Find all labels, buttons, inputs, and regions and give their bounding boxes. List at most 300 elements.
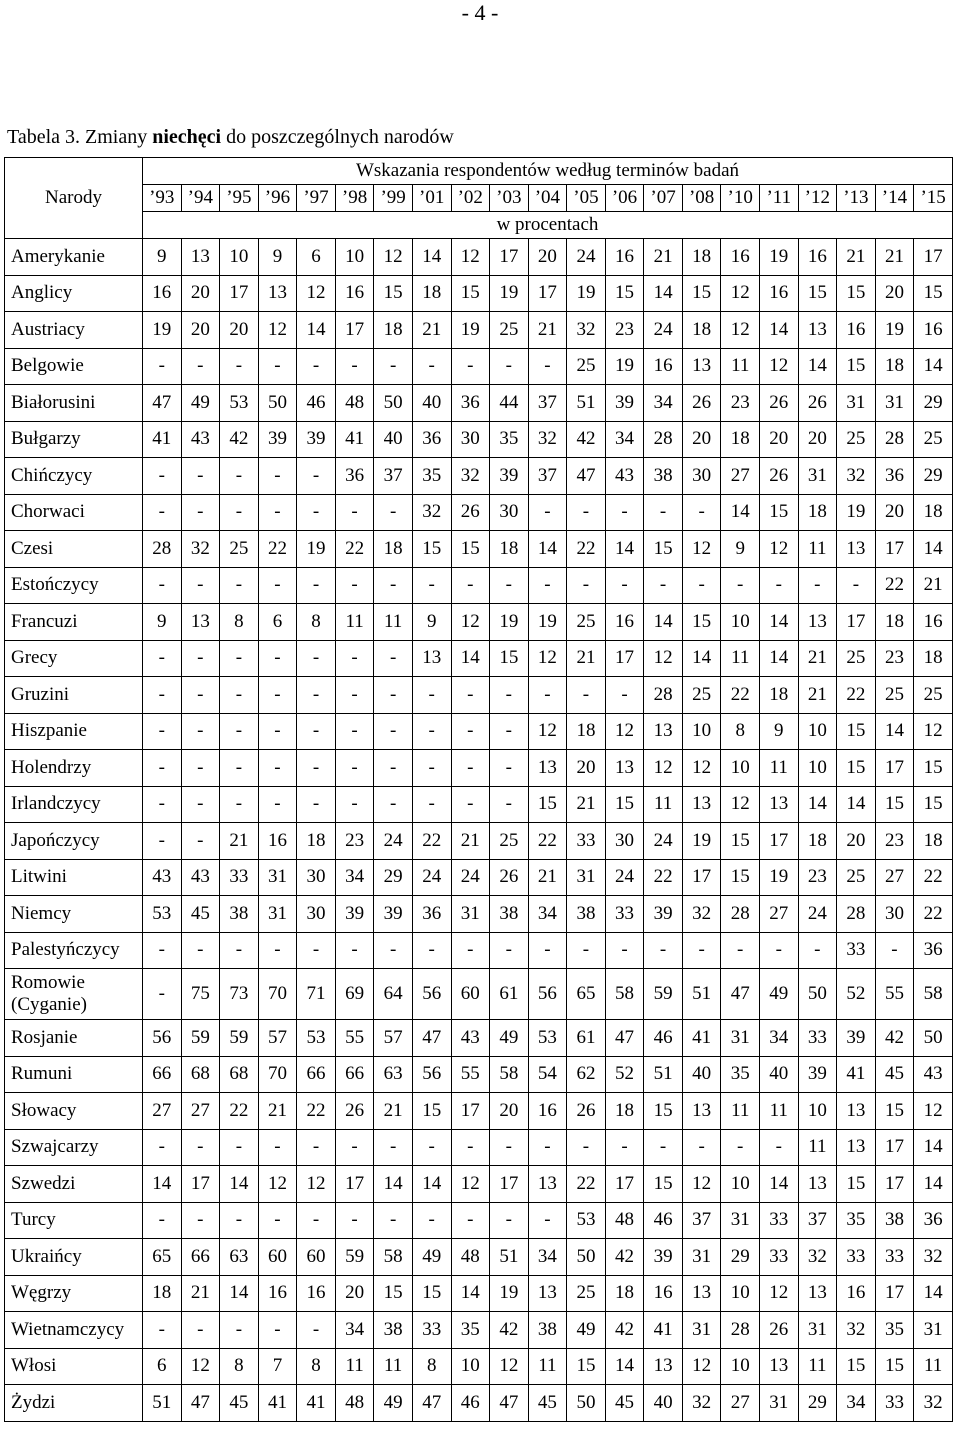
value-cell: 9 (760, 713, 799, 750)
value-cell: 62 (567, 1056, 606, 1093)
value-cell: - (297, 1312, 336, 1349)
value-cell: 48 (605, 1202, 644, 1239)
value-cell: 15 (837, 713, 876, 750)
value-cell: 16 (914, 312, 953, 349)
value-cell: - (528, 567, 567, 604)
value-cell: 31 (451, 896, 490, 933)
value-cell: 14 (682, 640, 721, 677)
nation-name: Bułgarzy (5, 421, 143, 458)
value-cell: 34 (528, 1239, 567, 1276)
table-row (5, 786, 953, 823)
value-cell: 16 (528, 1093, 567, 1130)
value-cell: 34 (837, 1385, 876, 1422)
nation-name: Białorusini (5, 385, 143, 422)
value-cell: 14 (837, 786, 876, 823)
value-cell: 57 (374, 1020, 413, 1057)
table-row (5, 567, 953, 604)
year-header: ’15 (914, 185, 953, 212)
years-row (5, 185, 953, 212)
value-cell: 10 (721, 1275, 760, 1312)
value-cell: 12 (297, 1166, 336, 1203)
value-cell: - (143, 677, 182, 714)
value-cell: 47 (143, 385, 182, 422)
year-header: ’99 (374, 185, 413, 212)
value-cell: 11 (528, 1348, 567, 1385)
nation-name: Grecy (5, 640, 143, 677)
value-cell: - (528, 348, 567, 385)
value-cell: 58 (914, 969, 953, 1020)
value-cell: 11 (721, 1093, 760, 1130)
value-cell: - (220, 677, 259, 714)
value-cell: 21 (798, 677, 837, 714)
table-row (5, 1275, 953, 1312)
value-cell: - (682, 932, 721, 969)
value-cell: - (297, 494, 336, 531)
value-cell: - (490, 750, 529, 787)
value-cell: 39 (605, 385, 644, 422)
value-cell: 39 (644, 1239, 683, 1276)
value-cell: 19 (490, 1275, 529, 1312)
value-cell: 33 (412, 1312, 451, 1349)
value-cell: - (490, 348, 529, 385)
table-row (5, 969, 953, 1020)
value-cell: 59 (644, 969, 683, 1020)
value-cell: 37 (798, 1202, 837, 1239)
value-cell: 44 (490, 385, 529, 422)
value-cell: 40 (682, 1056, 721, 1093)
table-row (5, 823, 953, 860)
value-cell: - (258, 786, 297, 823)
value-cell: 15 (412, 1275, 451, 1312)
unit-label: w procentach (143, 212, 953, 239)
value-cell: 39 (490, 458, 529, 495)
nation-name: Gruzini (5, 677, 143, 714)
value-cell: - (412, 786, 451, 823)
value-cell: 8 (721, 713, 760, 750)
value-cell: 14 (760, 640, 799, 677)
value-cell: 13 (528, 750, 567, 787)
value-cell: 14 (451, 1275, 490, 1312)
value-cell: 12 (644, 640, 683, 677)
value-cell: - (374, 348, 413, 385)
value-cell: 15 (528, 786, 567, 823)
value-cell: 11 (721, 640, 760, 677)
value-cell: 37 (528, 458, 567, 495)
value-cell: 17 (875, 1166, 914, 1203)
value-cell: 13 (798, 604, 837, 641)
table-row (5, 1202, 953, 1239)
value-cell: 23 (335, 823, 374, 860)
value-cell: 36 (875, 458, 914, 495)
table-row (5, 1020, 953, 1057)
value-cell: 13 (605, 750, 644, 787)
value-cell: 49 (181, 385, 220, 422)
value-cell: 12 (760, 348, 799, 385)
table-row (5, 531, 953, 568)
value-cell: - (258, 713, 297, 750)
value-cell: 9 (258, 239, 297, 276)
value-cell: 21 (374, 1093, 413, 1130)
value-cell: - (181, 458, 220, 495)
value-cell: 14 (143, 1166, 182, 1203)
value-cell: 46 (644, 1020, 683, 1057)
value-cell: 29 (798, 1385, 837, 1422)
value-cell: - (451, 348, 490, 385)
nation-name: Chińczycy (5, 458, 143, 495)
value-cell: 9 (412, 604, 451, 641)
value-cell: - (335, 567, 374, 604)
value-cell: 23 (875, 640, 914, 677)
value-cell: - (220, 640, 259, 677)
value-cell: - (682, 1129, 721, 1166)
value-cell: 32 (682, 896, 721, 933)
nation-name: Holendrzy (5, 750, 143, 787)
nation-name: Romowie (Cyganie) (5, 969, 143, 1020)
value-cell: 69 (335, 969, 374, 1020)
value-cell: 22 (335, 531, 374, 568)
value-cell: 17 (528, 275, 567, 312)
value-cell: 47 (721, 969, 760, 1020)
value-cell: 17 (914, 239, 953, 276)
value-cell: 61 (490, 969, 529, 1020)
value-cell: 18 (143, 1275, 182, 1312)
value-cell: 14 (297, 312, 336, 349)
value-cell: 56 (412, 969, 451, 1020)
table-row (5, 1312, 953, 1349)
value-cell: - (412, 567, 451, 604)
value-cell: - (220, 458, 259, 495)
value-cell: - (297, 677, 336, 714)
value-cell: 43 (914, 1056, 953, 1093)
value-cell: - (528, 1202, 567, 1239)
value-cell: - (181, 823, 220, 860)
value-cell: 12 (258, 1166, 297, 1203)
value-cell: 31 (258, 896, 297, 933)
value-cell: 21 (914, 567, 953, 604)
value-cell: - (374, 713, 413, 750)
value-cell: - (181, 1129, 220, 1166)
value-cell: 17 (335, 312, 374, 349)
value-cell: - (760, 567, 799, 604)
value-cell: 13 (682, 1093, 721, 1130)
value-cell: 73 (220, 969, 259, 1020)
value-cell: 34 (760, 1020, 799, 1057)
year-header: ’05 (567, 185, 606, 212)
value-cell: 24 (644, 312, 683, 349)
value-cell: 19 (837, 494, 876, 531)
table-row (5, 677, 953, 714)
value-cell: 11 (374, 1348, 413, 1385)
value-cell: 14 (451, 640, 490, 677)
value-cell: 15 (837, 1348, 876, 1385)
value-cell: - (181, 1312, 220, 1349)
value-cell: 16 (798, 239, 837, 276)
value-cell: - (605, 567, 644, 604)
value-cell: 19 (605, 348, 644, 385)
value-cell: 15 (412, 531, 451, 568)
table-row (5, 312, 953, 349)
value-cell: 11 (335, 604, 374, 641)
value-cell: 43 (143, 859, 182, 896)
value-cell: 16 (335, 275, 374, 312)
value-cell: 17 (760, 823, 799, 860)
value-cell: - (374, 677, 413, 714)
value-cell: 12 (451, 1166, 490, 1203)
value-cell: 9 (721, 531, 760, 568)
value-cell: 14 (374, 1166, 413, 1203)
value-cell: 12 (528, 640, 567, 677)
value-cell: 23 (605, 312, 644, 349)
value-cell: - (605, 677, 644, 714)
value-cell: 42 (605, 1312, 644, 1349)
value-cell: 27 (181, 1093, 220, 1130)
value-cell: - (220, 713, 259, 750)
value-cell: - (181, 713, 220, 750)
value-cell: 63 (220, 1239, 259, 1276)
value-cell: 10 (220, 239, 259, 276)
table-row (5, 932, 953, 969)
value-cell: 32 (914, 1385, 953, 1422)
value-cell: 26 (760, 385, 799, 422)
year-header: ’12 (798, 185, 837, 212)
value-cell: 25 (914, 677, 953, 714)
value-cell: 6 (258, 604, 297, 641)
value-cell: 16 (297, 1275, 336, 1312)
value-cell: 16 (837, 1275, 876, 1312)
value-cell: - (528, 677, 567, 714)
value-cell: 15 (374, 1275, 413, 1312)
value-cell: - (220, 786, 259, 823)
value-cell: - (143, 494, 182, 531)
value-cell: 25 (682, 677, 721, 714)
value-cell: 47 (490, 1385, 529, 1422)
table-caption (7, 124, 454, 150)
value-cell: 20 (837, 823, 876, 860)
value-cell: 15 (721, 859, 760, 896)
value-cell: 33 (798, 1020, 837, 1057)
value-cell: - (143, 567, 182, 604)
value-cell: 19 (297, 531, 336, 568)
year-header: ’08 (682, 185, 721, 212)
value-cell: - (605, 494, 644, 531)
value-cell: 52 (837, 969, 876, 1020)
year-header: ’04 (528, 185, 567, 212)
value-cell: 17 (875, 750, 914, 787)
value-cell: 20 (682, 421, 721, 458)
value-cell: 32 (837, 1312, 876, 1349)
value-cell: - (335, 1129, 374, 1166)
value-cell: 26 (798, 385, 837, 422)
value-cell: 20 (798, 421, 837, 458)
value-cell: - (490, 567, 529, 604)
caption-bold-word: niechęci (152, 126, 222, 148)
value-cell: 32 (798, 1239, 837, 1276)
value-cell: 31 (914, 1312, 953, 1349)
value-cell: - (143, 640, 182, 677)
value-cell: 15 (837, 275, 876, 312)
value-cell: 25 (220, 531, 259, 568)
value-cell: - (297, 1202, 336, 1239)
value-cell: 42 (490, 1312, 529, 1349)
value-cell: - (682, 567, 721, 604)
value-cell: 12 (682, 750, 721, 787)
value-cell: - (412, 1202, 451, 1239)
value-cell: 27 (721, 1385, 760, 1422)
value-cell: 26 (335, 1093, 374, 1130)
value-cell: 17 (837, 604, 876, 641)
value-cell: - (335, 786, 374, 823)
value-cell: 25 (837, 859, 876, 896)
value-cell: 18 (875, 604, 914, 641)
table-row (5, 859, 953, 896)
value-cell: 43 (605, 458, 644, 495)
value-cell: 39 (258, 421, 297, 458)
value-cell: 17 (605, 1166, 644, 1203)
value-cell: - (335, 677, 374, 714)
value-cell: 21 (875, 239, 914, 276)
value-cell: - (605, 932, 644, 969)
value-cell: 10 (721, 604, 760, 641)
value-cell: 20 (335, 1275, 374, 1312)
value-cell: 39 (374, 896, 413, 933)
value-cell: - (258, 1312, 297, 1349)
value-cell: 22 (837, 677, 876, 714)
value-cell: 30 (682, 458, 721, 495)
value-cell: 22 (567, 531, 606, 568)
value-cell: 22 (914, 896, 953, 933)
value-cell: - (143, 969, 182, 1020)
value-cell: 15 (914, 275, 953, 312)
value-cell: 49 (567, 1312, 606, 1349)
value-cell: 30 (297, 859, 336, 896)
value-cell: - (143, 750, 182, 787)
value-cell: - (143, 1129, 182, 1166)
value-cell: 48 (335, 1385, 374, 1422)
year-header: ’93 (143, 185, 182, 212)
value-cell: - (374, 786, 413, 823)
year-header: ’97 (297, 185, 336, 212)
value-cell: 13 (837, 531, 876, 568)
value-cell: - (258, 677, 297, 714)
nation-name: Włosi (5, 1348, 143, 1385)
value-cell: - (143, 713, 182, 750)
value-cell: 10 (721, 750, 760, 787)
value-cell: 16 (644, 1275, 683, 1312)
value-cell: 10 (798, 1093, 837, 1130)
value-cell: 36 (451, 385, 490, 422)
value-cell: 47 (567, 458, 606, 495)
value-cell: 12 (760, 531, 799, 568)
value-cell: 12 (451, 239, 490, 276)
value-cell: 33 (837, 932, 876, 969)
year-header: ’14 (875, 185, 914, 212)
value-cell: 32 (837, 458, 876, 495)
value-cell: 46 (451, 1385, 490, 1422)
value-cell: 21 (567, 786, 606, 823)
value-cell: 25 (914, 421, 953, 458)
nation-name: Rosjanie (5, 1020, 143, 1057)
value-cell: 39 (297, 421, 336, 458)
value-cell: 12 (914, 1093, 953, 1130)
value-cell: - (875, 932, 914, 969)
year-header: ’13 (837, 185, 876, 212)
value-cell: 30 (451, 421, 490, 458)
value-cell: 11 (374, 604, 413, 641)
value-cell: 18 (798, 494, 837, 531)
value-cell: 14 (605, 531, 644, 568)
value-cell: 18 (875, 348, 914, 385)
nation-name: Rumuni (5, 1056, 143, 1093)
value-cell: 38 (220, 896, 259, 933)
value-cell: 14 (760, 1166, 799, 1203)
value-cell: 34 (644, 385, 683, 422)
nation-name: Palestyńczycy (5, 932, 143, 969)
value-cell: 18 (412, 275, 451, 312)
value-cell: 6 (297, 239, 336, 276)
value-cell: 59 (220, 1020, 259, 1057)
value-cell: - (760, 932, 799, 969)
value-cell: 23 (875, 823, 914, 860)
value-cell: 13 (682, 348, 721, 385)
value-cell: 35 (490, 421, 529, 458)
value-cell: - (567, 677, 606, 714)
value-cell: 15 (451, 275, 490, 312)
value-cell: 33 (837, 1239, 876, 1276)
value-cell: 19 (760, 859, 799, 896)
value-cell: - (181, 640, 220, 677)
value-cell: - (258, 494, 297, 531)
value-cell: 58 (605, 969, 644, 1020)
value-cell: 14 (798, 348, 837, 385)
value-cell: - (258, 567, 297, 604)
value-cell: 46 (644, 1202, 683, 1239)
nation-name: Irlandczycy (5, 786, 143, 823)
value-cell: - (335, 640, 374, 677)
value-cell: 66 (297, 1056, 336, 1093)
value-cell: 33 (760, 1202, 799, 1239)
year-header: ’10 (721, 185, 760, 212)
value-cell: 21 (528, 859, 567, 896)
value-cell: - (567, 932, 606, 969)
value-cell: 25 (567, 348, 606, 385)
nation-name: Anglicy (5, 275, 143, 312)
value-cell: 14 (875, 713, 914, 750)
value-cell: 70 (258, 1056, 297, 1093)
value-cell: 41 (837, 1056, 876, 1093)
table-row (5, 421, 953, 458)
value-cell: 15 (374, 275, 413, 312)
value-cell: 14 (914, 1275, 953, 1312)
value-cell: 21 (837, 239, 876, 276)
value-cell: - (335, 750, 374, 787)
value-cell: 18 (682, 312, 721, 349)
value-cell: - (297, 932, 336, 969)
value-cell: 45 (220, 1385, 259, 1422)
value-cell: - (143, 932, 182, 969)
value-cell: 32 (682, 1385, 721, 1422)
value-cell: 10 (335, 239, 374, 276)
value-cell: 24 (798, 896, 837, 933)
value-cell: - (528, 932, 567, 969)
value-cell: 31 (682, 1239, 721, 1276)
value-cell: 12 (682, 531, 721, 568)
value-cell: 12 (721, 312, 760, 349)
value-cell: 18 (914, 494, 953, 531)
value-cell: 22 (567, 1166, 606, 1203)
value-cell: 31 (798, 458, 837, 495)
value-cell: 14 (605, 1348, 644, 1385)
nation-name: Wietnamczycy (5, 1312, 143, 1349)
